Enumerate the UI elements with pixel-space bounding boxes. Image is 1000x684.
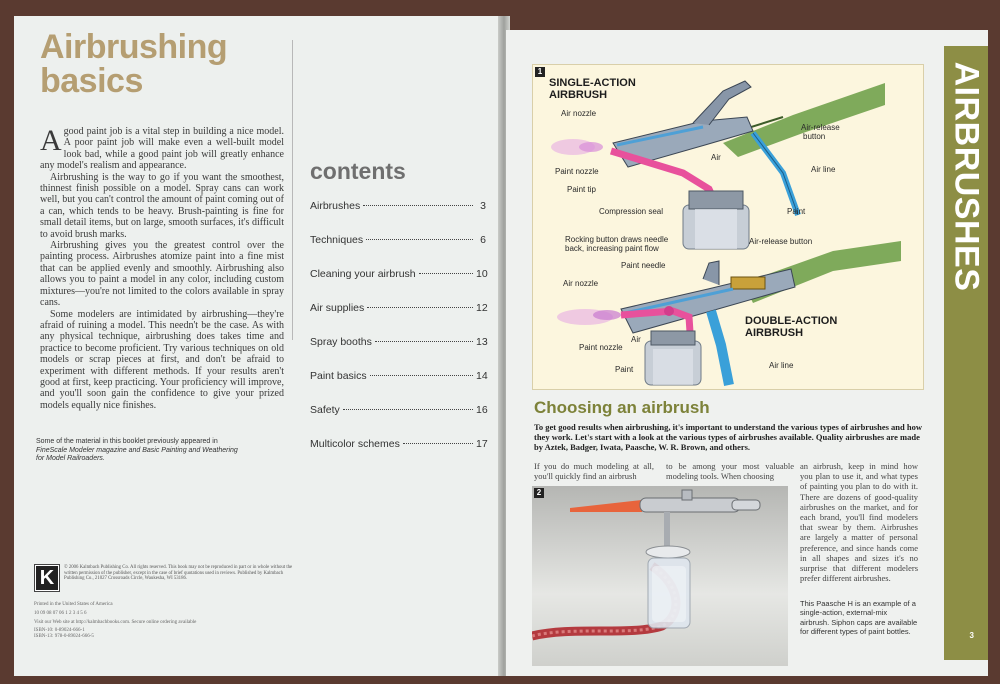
label-rocking-button-2: back, increasing paint flow bbox=[565, 244, 659, 253]
body-column-1: If you do much modeling at all, you'll quickly find an airbrush bbox=[534, 461, 654, 482]
table-of-contents bbox=[310, 200, 486, 472]
label-air-line: Air line bbox=[811, 165, 836, 174]
paasche-airbrush-image bbox=[532, 486, 788, 666]
photo-caption: This Paasche H is an example of a single-action, external-mix airbrush. Siphon caps are available for different types of paint bottles. bbox=[800, 599, 918, 637]
drop-cap: A bbox=[40, 124, 62, 157]
column-divider bbox=[292, 40, 293, 340]
intro-paragraph-1: good paint job is a vital step in building a nice model. A poor paint job will make even a well-built model look bad, while a good paint job will greatly enhance any model's realism and appearance. bbox=[40, 126, 284, 172]
section-sidebar bbox=[944, 46, 988, 660]
label-paint-needle: Paint needle bbox=[621, 261, 666, 270]
double-action-title: DOUBLE-ACTION AIRBRUSH bbox=[745, 315, 838, 339]
page-title bbox=[40, 30, 227, 98]
section-heading: Choosing an airbrush bbox=[534, 398, 710, 417]
label-paint-2: Paint bbox=[615, 365, 634, 374]
label-air-release-button: button bbox=[803, 132, 826, 141]
title-line-2: basics bbox=[40, 62, 143, 100]
contents-heading: contents bbox=[310, 158, 406, 184]
publisher-logo: K bbox=[34, 564, 60, 592]
intro-paragraph-3: Airbrushing gives you the greatest control over the painting process. Airbrushes atomize paint into a fine mist that can be applied evenly and smoothly. Airbrushing also allows you to paint a model in any color, including custom mixtures—you're not limited to the colors available in spray cans. bbox=[40, 240, 284, 309]
label-rocking-button: Rocking button draws needle bbox=[565, 235, 669, 244]
publication-info: Printed in the United States of America 10 09 08 07 06 1 2 3 4 5 6 Visit our Web site at http://kalmbachbooks.com. Secure online ordering available ISBN-10: 0-89024-666-1 ISBN-13: 978-0-89024-666-5 bbox=[34, 602, 197, 639]
toc-item[interactable]: Airbrushes 3 bbox=[310, 200, 486, 212]
toc-item[interactable]: Spray booths 13 bbox=[310, 336, 488, 348]
label-compression-seal: Compression seal bbox=[599, 207, 664, 216]
toc-item[interactable]: Safety 16 bbox=[310, 404, 488, 416]
toc-item[interactable]: Paint basics 14 bbox=[310, 370, 488, 382]
body-column-2: to be among your most valuable modeling tools. When choosing bbox=[666, 461, 794, 482]
label-air-line-2: Air line bbox=[769, 361, 794, 370]
copyright-imprint: © 2006 Kalmbach Publishing Co. All rights reserved. This book may not be reproduced in part or in whole without the written permission of the publisher, except in the case of brief quotations used in reviews. Published by Kalmbach Publishing Co., 21027 Crossroads Circle, Waukesha, WI 53186. bbox=[64, 565, 293, 582]
label-air-2: Air bbox=[631, 335, 641, 344]
right-page bbox=[506, 30, 988, 676]
title-line-1: Airbrushing bbox=[40, 28, 228, 66]
toc-item[interactable]: Techniques 6 bbox=[310, 234, 486, 246]
label-air-nozzle: Air nozzle bbox=[561, 109, 597, 118]
section-label: AIRBRUSHES bbox=[947, 61, 986, 291]
airbrush-photo bbox=[532, 486, 788, 666]
intro-paragraph-2: Airbrushing is the way to go if you want the smoothest, thinnest finish possible on a model. Spray cans can work well, but you can't control the amount of paint coming out of a can, which tends to be heavy. Brush-painting is fine for small detail items, but on large, smooth surfaces, it's difficult to avoid brush marks. bbox=[40, 171, 284, 240]
label-paint-nozzle: Paint nozzle bbox=[555, 167, 599, 176]
page-number: 3 bbox=[969, 631, 974, 640]
intro-text bbox=[40, 126, 284, 411]
label-air-nozzle-2: Air nozzle bbox=[563, 279, 599, 288]
single-action-title: SINGLE-ACTION AIRBRUSH bbox=[549, 77, 636, 101]
label-paint: Paint bbox=[787, 207, 806, 216]
toc-item[interactable]: Multicolor schemes 17 bbox=[310, 438, 488, 450]
label-air-release-2: Air-release button bbox=[749, 237, 813, 246]
toc-item[interactable]: Cleaning your airbrush 10 bbox=[310, 268, 488, 280]
airbrush-diagram bbox=[532, 64, 924, 390]
left-page bbox=[14, 16, 502, 676]
source-note: Some of the material in this booklet previously appeared in FineScale Modeler magazine and Basic Painting and Weathering for Model Railroaders. bbox=[36, 438, 238, 462]
figure-number: 1 bbox=[535, 67, 545, 77]
figure-number-2: 2 bbox=[534, 488, 544, 498]
label-air: Air bbox=[711, 153, 721, 162]
intro-paragraph-4: Some modelers are intimidated by airbrushing—they're afraid of ruining a model. This needn't be the case. As with any physical technique, airbrushing does takes time and practice to become proficient. Try various techniques on old models or scrap pieces at first, and don't be afraid to experiment with different methods. If your results aren't good at first, keep practicing. Your proficiency will improve, and you'll soon gain the confidence to give your prized models equally nice finishes. bbox=[40, 308, 284, 411]
body-column-3: an airbrush, keep in mind how you plan to use it, and what types of painting you plan to do with it. There are dozens of good-quality airbrushes on the market, and for each brand, you'll find modelers that swear by them. Airbrushes are largely a matter of personal preference, and since hands come in all shapes and sizes it's no surprise that different modelers prefer different airbrushes. bbox=[800, 461, 918, 584]
label-air-release: Air-release bbox=[801, 123, 840, 132]
toc-item[interactable]: Air supplies 12 bbox=[310, 302, 488, 314]
lead-paragraph: To get good results when airbrushing, it's important to understand the various types of airbrushes and how they work. Let's start with a look at the various types of airbrushes available. Quality airbrushes are made by Aztek, Badger, Iwata, Paasche, W. R. Brown, and others. bbox=[534, 422, 922, 453]
label-paint-nozzle-2: Paint nozzle bbox=[579, 343, 623, 352]
label-paint-tip: Paint tip bbox=[567, 185, 596, 194]
